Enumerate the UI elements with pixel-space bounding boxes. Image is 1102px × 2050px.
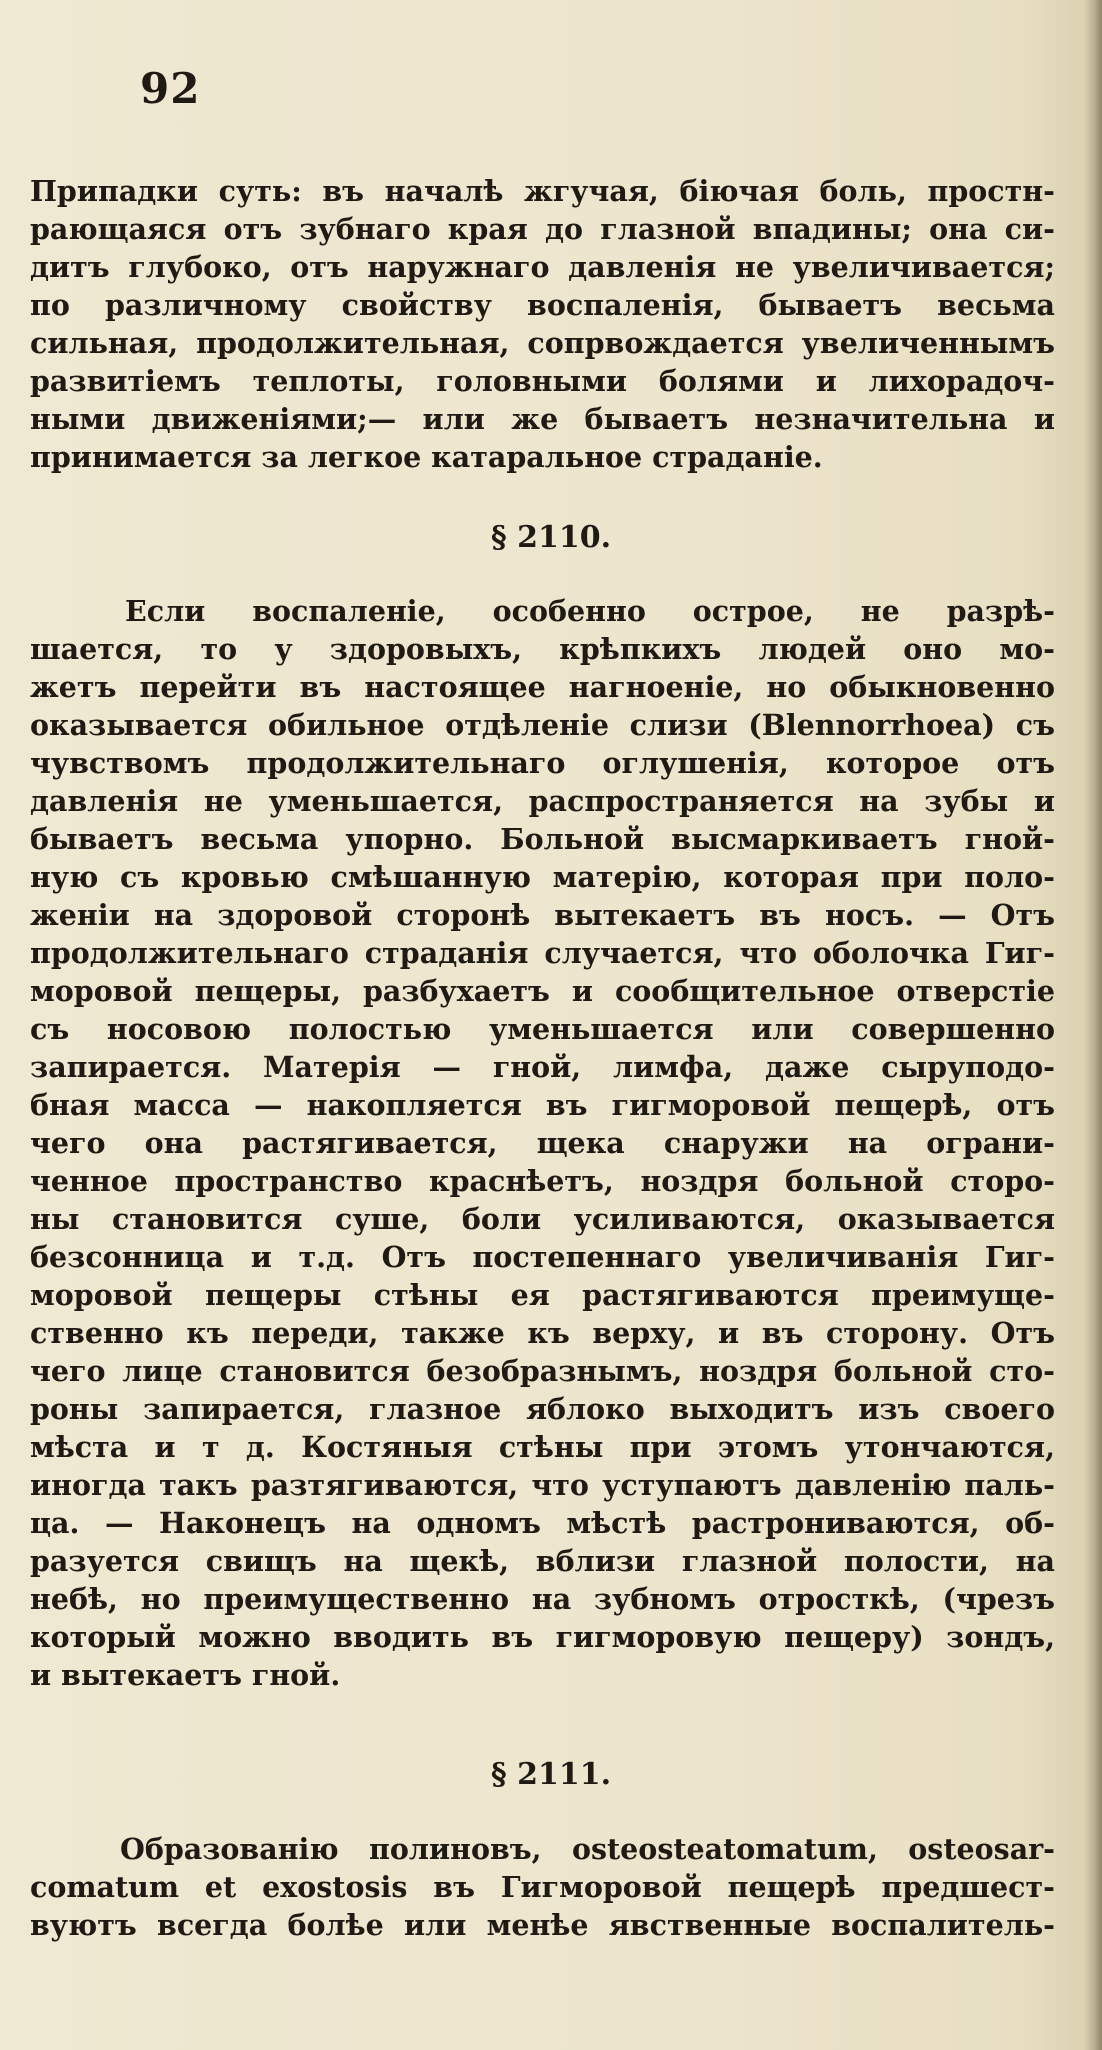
text-line: безсонница и т.д. Отъ постепеннаго увеличиванія Гиг- [30,1240,1055,1274]
text-line: который можно вводить въ гигморовую пещеру) зондъ, [30,1620,1055,1654]
text-line: ны становится суше, боли усиливаются, оказывается [30,1202,1055,1236]
text-line: съ носовою полостью уменьшается или совершенно [30,1012,1055,1046]
text-line: чего она растягивается, щека снаружи на ограни- [30,1126,1055,1160]
text-line: бываетъ весьма упорно. Больной высмаркиваетъ гной- [30,822,1055,856]
text-line: чего лице становится безобразнымъ, ноздря больной сто- [30,1354,1055,1388]
text-line: по различному свойству воспаленія, бываетъ весьма [30,288,1055,322]
text-line: разуется свищъ на щекѣ, вблизи глазной полости, на [30,1544,1055,1578]
text-line: моровой пещеры, разбухаетъ и сообщительное отверстіе [30,974,1055,1008]
text-line: ца. — Наконецъ на одномъ мѣстѣ растрониваются, об- [30,1506,1055,1540]
text-line: дитъ глубоко, отъ наружнаго давленія не увеличивается; [30,250,1055,284]
text-line: вуютъ всегда болѣе или менѣе явственные воспалитель- [30,1908,1055,1942]
text-line: роны запирается, глазное яблоко выходитъ изъ своего [30,1392,1055,1426]
text-line: сильная, продолжительная, сопрвождается увеличеннымъ [30,326,1055,360]
text-line: женіи на здоровой сторонѣ вытекаетъ въ носъ. — Отъ [30,898,1055,932]
text-line: ственно къ переди, также къ верху, и въ сторону. Отъ [30,1316,1055,1350]
text-line: жетъ перейти въ настоящее нагноеніе, но обыкновенно [30,670,1055,704]
page-number: 92 [140,64,201,113]
paragraph-symptoms [30,172,1055,476]
text-line: ченное пространство краснѣетъ, ноздря больной сторо- [30,1164,1055,1198]
text-line: Припадки суть: въ началѣ жгучая, біючая боль, простн- [30,174,1055,208]
text-line: моровой пещеры стѣны ея растягиваются преимуще- [30,1278,1055,1312]
section-heading-2110: § 2110. [490,520,612,555]
text-line: продолжительнаго страданія случается, что оболочка Гиг- [30,936,1055,970]
section-heading-2111: § 2111. [490,1757,612,1792]
page-edge-shadow [1084,0,1102,2050]
text-line: ную съ кровью смѣшанную матерію, которая при поло- [30,860,1055,894]
text-line: ными движеніями;— или же бываетъ незначительна и [30,402,1055,436]
text-line: Образованію полиновъ, osteosteatomatum, osteosar- [120,1832,1055,1866]
text-line: оказывается обильное отдѣленіе слизи (Blennorrhoea) съ [30,708,1055,742]
text-line: мѣста и т д. Костяныя стѣны при этомъ утончаются, [30,1430,1055,1464]
text-line: иногда такъ разтягиваются, что уступаютъ давленію паль- [30,1468,1055,1502]
text-line: развитіемъ теплоты, головными болями и лихорадоч- [30,364,1055,398]
text-line: чувствомъ продолжительнаго оглушенія, которое отъ [30,746,1055,780]
paragraph-section-2110 [30,592,1055,1694]
text-line: шается, то у здоровыхъ, крѣпкихъ людей оно мо- [30,632,1055,666]
paragraph-section-2111 [30,1830,1055,1944]
text-line: рающаяся отъ зубнаго края до глазной впадины; она си- [30,212,1055,246]
text-line: принимается за легкое катаральное страданіе. [30,440,823,474]
text-line: давленія не уменьшается, распространяется на зубы и [30,784,1055,818]
text-line: и вытекаетъ гной. [30,1658,341,1692]
text-line: небѣ, но преимущественно на зубномъ отросткѣ, (чрезъ [30,1582,1055,1616]
text-line: запирается. Матерія — гной, лимфа, даже сыруподо- [30,1050,1055,1084]
text-line: бная масса — накопляется въ гигморовой пещерѣ, отъ [30,1088,1055,1122]
text-line: Если воспаленіе, особенно острое, не разрѣ- [125,594,1055,628]
text-line: comatum et exostosis въ Гигморовой пещерѣ предшест- [30,1870,1055,1904]
